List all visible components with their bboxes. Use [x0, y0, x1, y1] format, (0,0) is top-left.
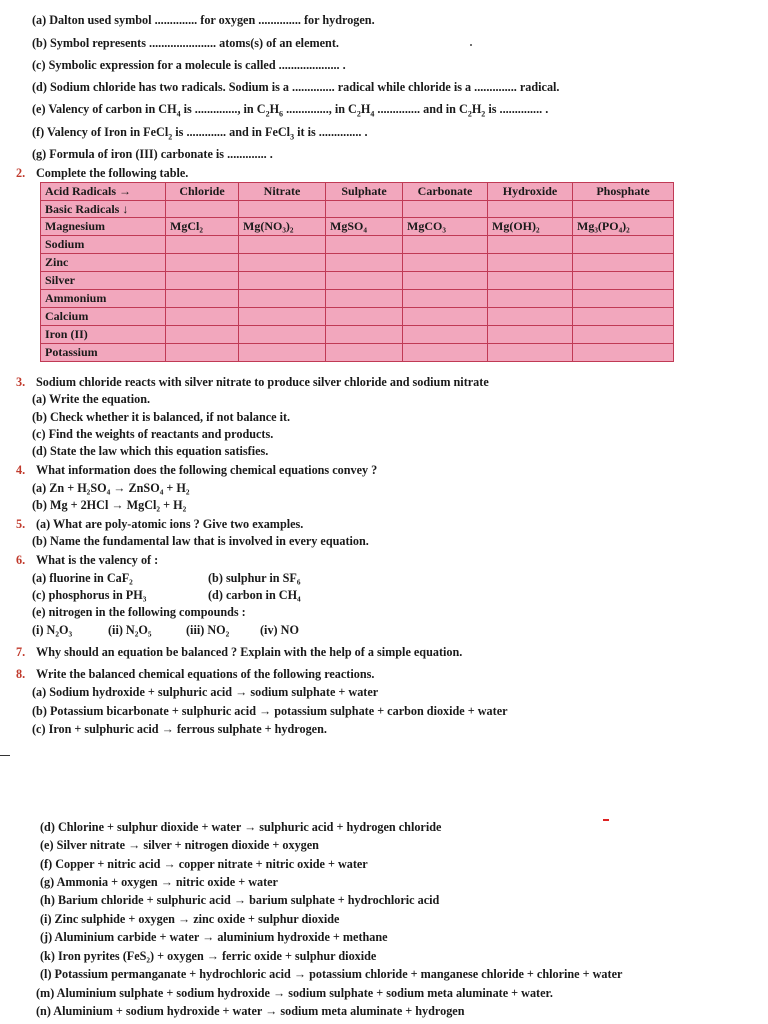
q1-d: (d) Sodium chloride has two radicals. Sodium is a .............. radical while chloride is a .............. radical.: [32, 80, 560, 94]
table-row: [41, 218, 674, 236]
q8-item-e: (e) Silver nitrate → silver + nitrogen dioxide + oxygen: [40, 838, 319, 852]
q2-heading: 2. Complete the following table.: [16, 166, 189, 180]
row-label: Ammonium: [41, 290, 166, 308]
col-sulphate: Sulphate: [326, 183, 403, 201]
q6-e1: (i) N₂O₃: [32, 623, 73, 637]
table-row: [41, 344, 674, 362]
q8-item-j: (j) Aluminium carbide + water → aluminium hydroxide + methane: [40, 930, 388, 944]
col-nitrate: Nitrate: [239, 183, 326, 201]
table-cell: Mg(OH)₂: [488, 218, 573, 236]
q5-a: 5. (a) What are poly-atomic ions ? Give two examples.: [16, 517, 304, 531]
margin-dash: [0, 755, 10, 756]
q4-b: (b) Mg + 2HCl → MgCl₂ + H₂: [32, 498, 187, 512]
q8-item-g: (g) Ammonia + oxygen → nitric oxide + water: [40, 875, 278, 889]
q1-f: (f) Valency of Iron in FeCl$_2$ is ............. and in FeCl$_3$ it is .............. .: [32, 125, 368, 142]
q6-e2: (ii) N₂O₅: [108, 623, 152, 637]
q3-heading: 3. Sodium chloride reacts with silver nitrate to produce silver chloride and sodium nitrate: [16, 375, 489, 389]
q6-e3: (iii) NO₂: [186, 623, 230, 637]
table-cell: Mg₃(PO₄)₂: [573, 218, 674, 236]
header-acid-radicals: Acid Radicals →: [41, 183, 166, 201]
q6-a: (a) fluorine in CaF₂: [32, 571, 133, 585]
q3-c: (c) Find the weights of reactants and products.: [32, 427, 274, 441]
col-carbonate: Carbonate: [403, 183, 488, 201]
table-cell: MgCO₃: [403, 218, 488, 236]
q7: 7. Why should an equation be balanced ? Explain with the help of a simple equation.: [16, 645, 463, 659]
q8-item-i: (i) Zinc sulphide + oxygen → zinc oxide + sulphur dioxide: [40, 912, 340, 926]
table-row: [41, 236, 674, 254]
q3-a: (a) Write the equation.: [32, 392, 151, 406]
q1-e: (e) Valency of carbon in $CH_4$ is .............., in $C_2H_6$ .............., in $C_2H_4$ .............. and in $C_2H_2$ is .............. .: [32, 102, 549, 119]
q6-b: (b) sulphur in SF₆: [208, 571, 301, 585]
q8-item-k: (k) Iron pyrites (FeS₂) + oxygen → ferric oxide + sulphur dioxide: [40, 949, 377, 963]
q3-d: (d) State the law which this equation satisfies.: [32, 444, 269, 458]
q8-item-n: (n) Aluminium + sodium hydroxide + water → sodium meta aluminate + hydrogen: [36, 1004, 465, 1018]
q1-b: (b) Symbol represents ...................... atoms(s) of an element.: [32, 36, 339, 50]
q5-b: (b) Name the fundamental law that is involved in every equation.: [32, 534, 369, 548]
row-label: Magnesium: [41, 218, 166, 236]
row-label: Calcium: [41, 308, 166, 326]
row-label: Silver: [41, 272, 166, 290]
q6-c: (c) phosphorus in PH₃: [32, 588, 147, 602]
row-label: Potassium: [41, 344, 166, 362]
table-row: [41, 308, 674, 326]
row-label: Zinc: [41, 254, 166, 272]
col-phosphate: Phosphate: [573, 183, 674, 201]
q6-e: (e) nitrogen in the following compounds :: [32, 605, 246, 619]
q4-heading: 4. What information does the following chemical equations convey ?: [16, 463, 378, 477]
q8-item-b: (b) Potassium bicarbonate + sulphuric acid → potassium sulphate + carbon dioxide + water: [32, 704, 508, 718]
q8-item-a: (a) Sodium hydroxide + sulphuric acid → sodium sulphate + water: [32, 685, 379, 699]
table-row: [41, 290, 674, 308]
header-basic-radicals: Basic Radicals ↓: [41, 201, 166, 218]
col-hydroxide: Hydroxide: [488, 183, 573, 201]
stray-dot: [470, 44, 472, 46]
q8-item-f: (f) Copper + nitric acid → copper nitrate + nitric oxide + water: [40, 857, 368, 871]
table-row: [41, 272, 674, 290]
row-label: Iron (II): [41, 326, 166, 344]
q8-item-d: (d) Chlorine + sulphur dioxide + water → sulphuric acid + hydrogen chloride: [40, 820, 442, 834]
q8-item-c: (c) Iron + sulphuric acid → ferrous sulphate + hydrogen.: [32, 722, 327, 736]
table-cell: MgCl₂: [166, 218, 239, 236]
q3-b: (b) Check whether it is balanced, if not balance it.: [32, 410, 291, 424]
q4-a: (a) Zn + H₂SO₄ → ZnSO₄ + H₂: [32, 481, 190, 495]
table-cell: MgSO₄: [326, 218, 403, 236]
table-row: [41, 326, 674, 344]
table-row: [41, 254, 674, 272]
table-header-row-basic: [41, 201, 674, 218]
q6-e4: (iv) NO: [260, 623, 299, 637]
q1-c: (c) Symbolic expression for a molecule is called .................... .: [32, 58, 346, 72]
table-header-row: [41, 183, 674, 201]
q8-item-m: (m) Aluminium sulphate + sodium hydroxide → sodium sulphate + sodium meta aluminate + water.: [36, 986, 553, 1000]
row-label: Sodium: [41, 236, 166, 254]
table-cell: Mg(NO₃)₂: [239, 218, 326, 236]
radicals-table: [40, 182, 674, 362]
q8-item-h: (h) Barium chloride + sulphuric acid → barium sulphate + hydrochloric acid: [40, 893, 440, 907]
q8-heading: 8. Write the balanced chemical equations of the following reactions.: [16, 667, 375, 681]
q6-heading: 6. What is the valency of :: [16, 553, 159, 567]
col-chloride: Chloride: [166, 183, 239, 201]
q1-a: (a) Dalton used symbol .............. for oxygen .............. for hydrogen.: [32, 13, 375, 27]
red-mark: [603, 819, 609, 821]
q1-g: (g) Formula of iron (III) carbonate is ............. .: [32, 147, 273, 161]
q8-item-l: (l) Potassium permanganate + hydrochloric acid → potassium chloride + manganese chloride + chlorine + water: [40, 967, 623, 981]
q6-d: (d) carbon in CH₄: [208, 588, 301, 602]
